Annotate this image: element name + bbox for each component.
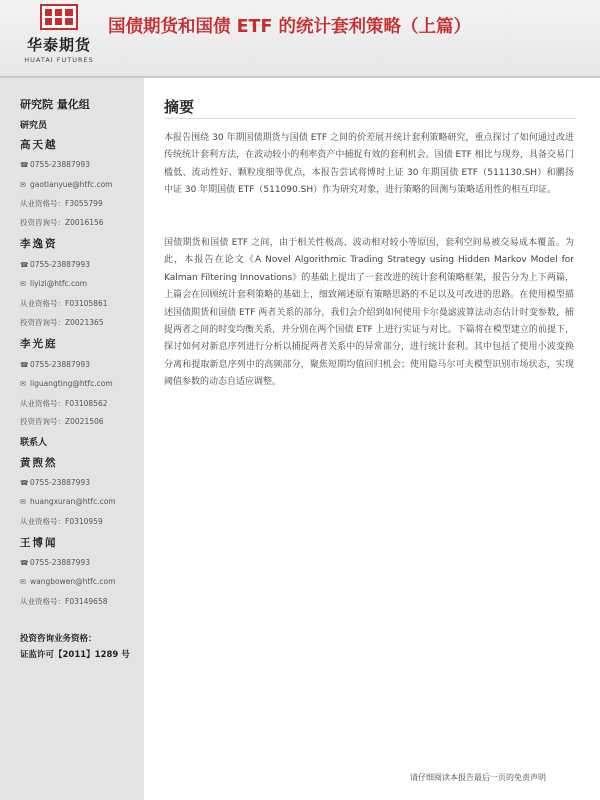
email-line	[20, 180, 113, 189]
abstract-divider	[164, 118, 576, 119]
mail-icon: ✉	[20, 380, 26, 388]
phone-line	[20, 478, 90, 487]
email-address[interactable]: wangbowen@htfc.com	[30, 577, 116, 586]
contacts-label: 联系人	[20, 438, 48, 448]
email-address[interactable]: huangxuran@htfc.com	[30, 497, 116, 506]
email-line	[20, 379, 113, 388]
email-address[interactable]: liyizi@htfc.com	[30, 279, 88, 288]
company-logo	[18, 4, 100, 72]
contact-name: 黄煦然	[20, 457, 58, 469]
phone-icon: ☎	[20, 261, 29, 269]
report-title: 国债期货和国债 ETF 的统计套利策略（上篇）	[108, 17, 472, 37]
phone-icon: ☎	[20, 559, 29, 567]
mail-icon: ✉	[20, 181, 26, 189]
abstract-paragraph-2: 国债期货和国债 ETF 之间，由于相关性极高、波动相对较小等原因，套利空间易被交易成本覆盖。为此，本报告在论文《A Novel Algorithmic Trading Strategy using Hidden Markov Model for Kalman Filtering Innovations》的基础上提出了一套改进的统计套利策略框架，报告分为上下两篇，上篇会在回顾统计套利策略的基础上，细致阐述原有策略思路的不足以及可改进的思路。在使用模型描述国债期货和国债 ETF 两者关系的部分，我们会介绍到如何使用卡尔曼滤波算法动态估计时变参数，捕捉两者之间的时变均衡关系，并分别在两个国债 ETF 上进行实证与对比。下篇将在模型建立的前提下，探讨如何对新息序列进行分析以捕捉两者关系中的异常部分，进行统计套利。其中包括了使用小波变换分离和提取新息序列中的高频部分，聚焦短期均值回归机会；使用隐马尔可夫模型识别市场状态，实现阈值参数的动态自适应调整。	[164, 238, 574, 388]
logo-english-name: HUATAI FUTURES	[24, 56, 94, 64]
phone-line	[20, 160, 90, 169]
department-label: 研究院 量化组	[20, 98, 90, 111]
disclaimer-note: 请仔细阅读本报告最后一页的免责声明	[410, 773, 546, 782]
contact-name: 王博闻	[20, 537, 58, 549]
qualification-number: 从业资格号：F03149658	[20, 597, 108, 606]
phone-icon: ☎	[20, 479, 29, 487]
investment-consulting-number: 投资咨询号：Z0021365	[20, 318, 104, 327]
email-line	[20, 577, 115, 586]
logo-chinese-name: 华泰期货	[26, 36, 91, 54]
qualification-number: 从业资格号：F03108562	[20, 399, 108, 408]
report-header	[0, 0, 600, 78]
investment-consulting-number: 投资咨询号：Z0021506	[20, 417, 104, 426]
mail-icon: ✉	[20, 280, 26, 288]
phone-number: 0755-23887993	[30, 260, 90, 269]
email-line	[20, 497, 116, 506]
abstract-heading: 摘要	[164, 98, 195, 116]
phone-number: 0755-23887993	[30, 478, 90, 487]
license-number: 证监许可【2011】1289 号	[20, 650, 130, 660]
phone-icon: ☎	[20, 161, 29, 169]
phone-line	[20, 260, 90, 269]
qualification-number: 从业资格号：F3055799	[20, 199, 103, 208]
researcher-name: 李逸资	[20, 238, 58, 250]
qualification-number: 从业资格号：F0310959	[20, 517, 103, 526]
qualification-number: 从业资格号：F03105861	[20, 299, 108, 308]
researchers-label: 研究员	[20, 121, 48, 131]
investment-consulting-number: 投资咨询号：Z0016156	[20, 218, 104, 227]
abstract-paragraph-1: 本报告围绕 30 年期国债期货与国债 ETF 之间的价差展开统计套利策略研究，重点探讨了如何通过改进传统统计套利方法，在波动较小的利率资产中捕捉有效的套利机会。国债 ETF 相比与现券，具备交易门槛低、流动性好、颗粒度细等优点，本报告尝试将博时上证 30 年期国债 ETF（511130.SH）和鹏扬中证 30 年期国债 ETF（511090.SH）作为研究对象，进行策略的回测与策略适用性的相互印证。	[164, 133, 574, 196]
logo-mark-icon	[40, 4, 78, 30]
phone-icon: ☎	[20, 361, 29, 369]
email-address[interactable]: gaotianyue@htfc.com	[30, 180, 113, 189]
phone-number: 0755-23887993	[30, 160, 90, 169]
researcher-name: 李光庭	[20, 338, 58, 350]
mail-icon: ✉	[20, 498, 26, 506]
license-label: 投资咨询业务资格：	[20, 634, 97, 644]
phone-line	[20, 558, 90, 567]
researcher-name: 高天越	[20, 139, 58, 151]
email-address[interactable]: liguangting@htfc.com	[30, 379, 113, 388]
email-line	[20, 279, 87, 288]
mail-icon: ✉	[20, 578, 26, 586]
phone-line	[20, 360, 90, 369]
phone-number: 0755-23887993	[30, 360, 90, 369]
phone-number: 0755-23887993	[30, 558, 90, 567]
